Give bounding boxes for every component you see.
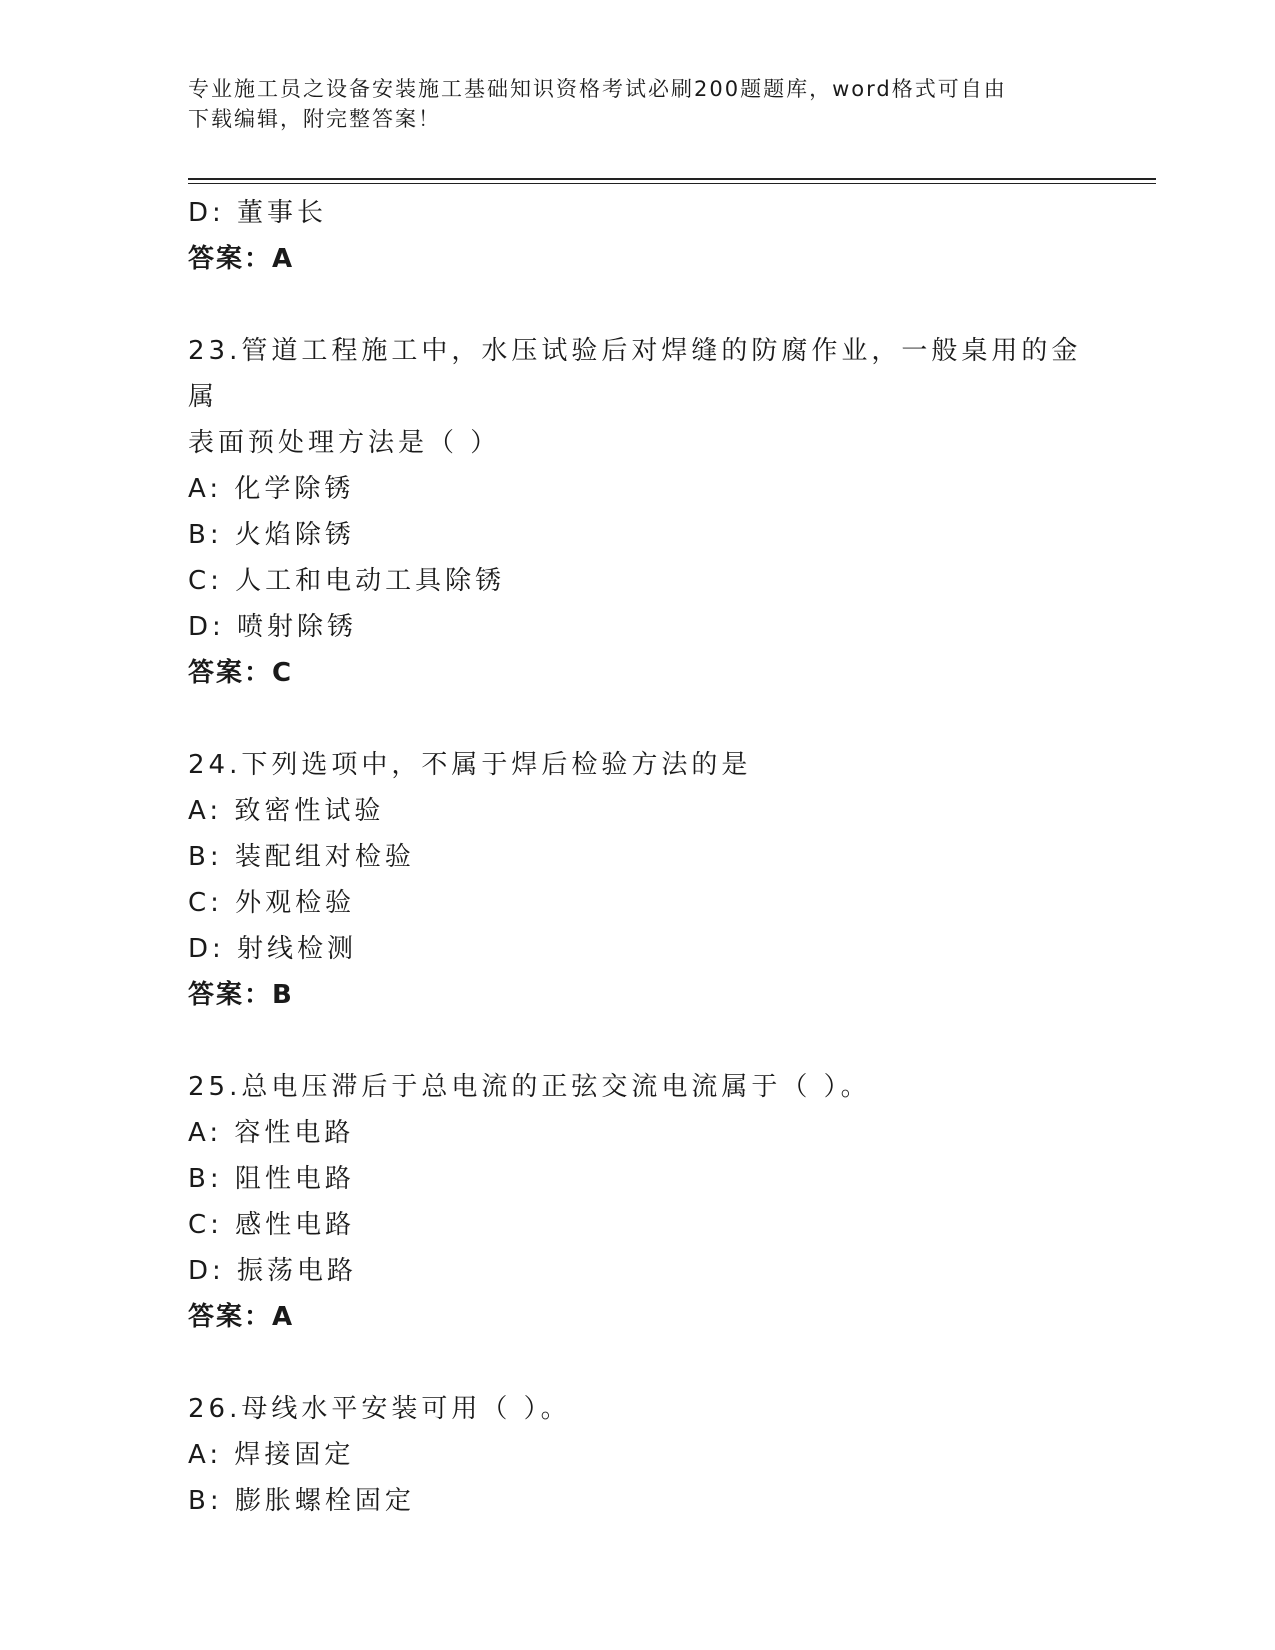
question-26 — [188, 1386, 1088, 1524]
option-c: C: 人工和电动工具除锈 — [188, 566, 506, 596]
option-d: D: 董事长 — [188, 198, 328, 228]
header-title-line-1: 专业施工员之设备安装施工基础知识资格考试必刷200题题库，word格式可自由 — [188, 77, 1007, 101]
question-title: 23.管道工程施工中，水压试验后对焊缝的防腐作业，一般桌用的金属 — [188, 336, 1082, 412]
document-header — [188, 74, 1068, 134]
answer-line: 答案：A — [188, 1302, 295, 1332]
answer-line: 答案：C — [188, 658, 294, 688]
answer-line: 答案：B — [188, 980, 294, 1010]
option-a: A: 致密性试验 — [188, 796, 385, 826]
header-divider-thick — [188, 178, 1156, 180]
option-a: A: 化学除锈 — [188, 474, 355, 504]
question-25 — [188, 1064, 1088, 1340]
question-23 — [188, 328, 1088, 696]
question-title: 24.下列选项中，不属于焊后检验方法的是 — [188, 750, 752, 780]
spacer — [188, 1018, 1088, 1064]
question-title: 26.母线水平安装可用（ ）。 — [188, 1394, 571, 1424]
spacer — [188, 282, 1088, 328]
option-b: B: 装配组对检验 — [188, 842, 415, 872]
question-24 — [188, 742, 1088, 1018]
option-c: C: 外观检验 — [188, 888, 356, 918]
option-b: B: 膨胀螺栓固定 — [188, 1486, 415, 1516]
option-b: B: 火焰除锈 — [188, 520, 355, 550]
question-title: 25.总电压滞后于总电流的正弦交流电流属于（ ）。 — [188, 1072, 871, 1102]
question-title-continued: 表面预处理方法是（ ） — [188, 428, 501, 458]
option-a: A: 容性电路 — [188, 1118, 355, 1148]
spacer — [188, 696, 1088, 742]
option-d: D: 喷射除锈 — [188, 612, 358, 642]
option-c: C: 感性电路 — [188, 1210, 356, 1240]
header-divider-thin — [188, 183, 1156, 184]
option-a: A: 焊接固定 — [188, 1440, 355, 1470]
option-b: B: 阻性电路 — [188, 1164, 355, 1194]
option-d: D: 射线检测 — [188, 934, 358, 964]
answer-line: 答案：A — [188, 244, 295, 274]
header-title-line-2: 下载编辑，附完整答案！ — [188, 107, 441, 131]
option-d: D: 振荡电路 — [188, 1256, 358, 1286]
spacer — [188, 1340, 1088, 1386]
question-content — [188, 190, 1088, 1524]
